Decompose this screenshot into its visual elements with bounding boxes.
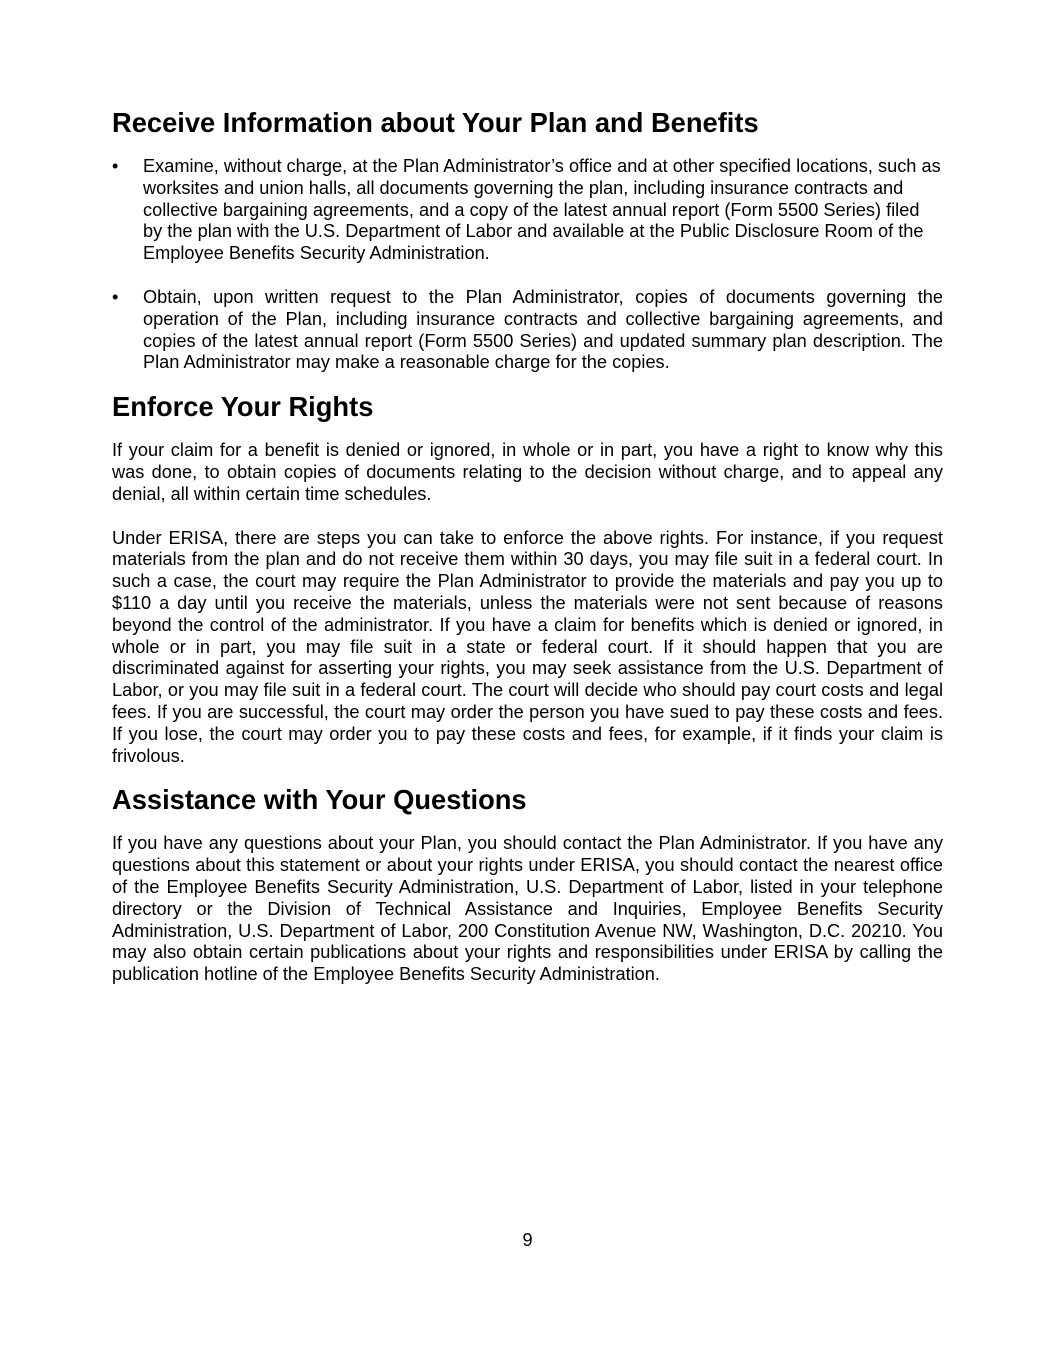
page-number: 9 bbox=[522, 1230, 533, 1250]
list-item bbox=[112, 287, 943, 374]
paragraph-claim-denied: If your claim for a benefit is denied or ignored, in whole or in part, you have a right to know why this was done, to obtain copies of documents relating to the decision without charge, and to appeal any denial, all within certain time schedules. bbox=[112, 440, 943, 504]
section-heading-assistance: Assistance with Your Questions bbox=[112, 784, 527, 816]
bullet-icon: • bbox=[112, 156, 119, 176]
list-item-text: Obtain, upon written request to the Plan Administrator, copies of documents governing the operation of the Plan, including insurance contracts and collective bargaining agreements, and copies of the latest annual report (Form 5500 Series) and updated summary plan description. The Plan Administrator may make a reasonable charge for the copies. bbox=[143, 286, 943, 373]
bullet-list bbox=[112, 156, 943, 374]
paragraph-assistance: If you have any questions about your Plan, you should contact the Plan Administrator. If you have any questions about this statement or about your rights under ERISA, you should contact the nearest office of the Employee Benefits Security Administration, U.S. Department of Labor, listed in your telephone directory or the Division of Technical Assistance and Inquiries, Employee Benefits Security Administration, U.S. Department of Labor, 200 Constitution Avenue NW, Washington, D.C. 20210. You may also obtain certain publications about your rights and responsibilities under ERISA by calling the publication hotline of the Employee Benefits Security Administration. bbox=[112, 833, 943, 985]
list-item-text: Examine, without charge, at the Plan Administrator’s office and at other specified locations, such as worksites and union halls, all documents governing the plan, including insurance contracts and collective bargaining agreements, and a copy of the latest annual report (Form 5500 Series) filed by the plan with the U.S. Department of Labor and available at the Public Disclosure Room of the Employee Benefits Security Administration. bbox=[143, 156, 941, 264]
section-heading-enforce-rights: Enforce Your Rights bbox=[112, 391, 374, 423]
list-item bbox=[112, 156, 943, 265]
section-heading-receive-information: Receive Information about Your Plan and Benefits bbox=[112, 107, 759, 138]
paragraph-erisa-steps: Under ERISA, there are steps you can take to enforce the above rights. For instance, if you request materials from the plan and do not receive them within 30 days, you may file suit in a federal court. In such a case, the court may require the Plan Administrator to provide the materials and pay you up to $110 a day until you receive the materials, unless the materials were not sent because of reasons beyond the control of the administrator. If you have a claim for benefits which is denied or ignored, in whole or in part, you may file suit in a state or federal court. If it should happen that you are discriminated against for asserting your rights, you may seek assistance from the U.S. Department of Labor, or you may file suit in a federal court. The court will decide who should pay court costs and legal fees. If you are successful, the court may order the person you have sued to pay these costs and fees. If you lose, the court may order you to pay these costs and fees, for example, if it finds your claim is frivolous. bbox=[112, 527, 943, 766]
document-page bbox=[112, 107, 943, 986]
bullet-icon: • bbox=[112, 286, 119, 307]
